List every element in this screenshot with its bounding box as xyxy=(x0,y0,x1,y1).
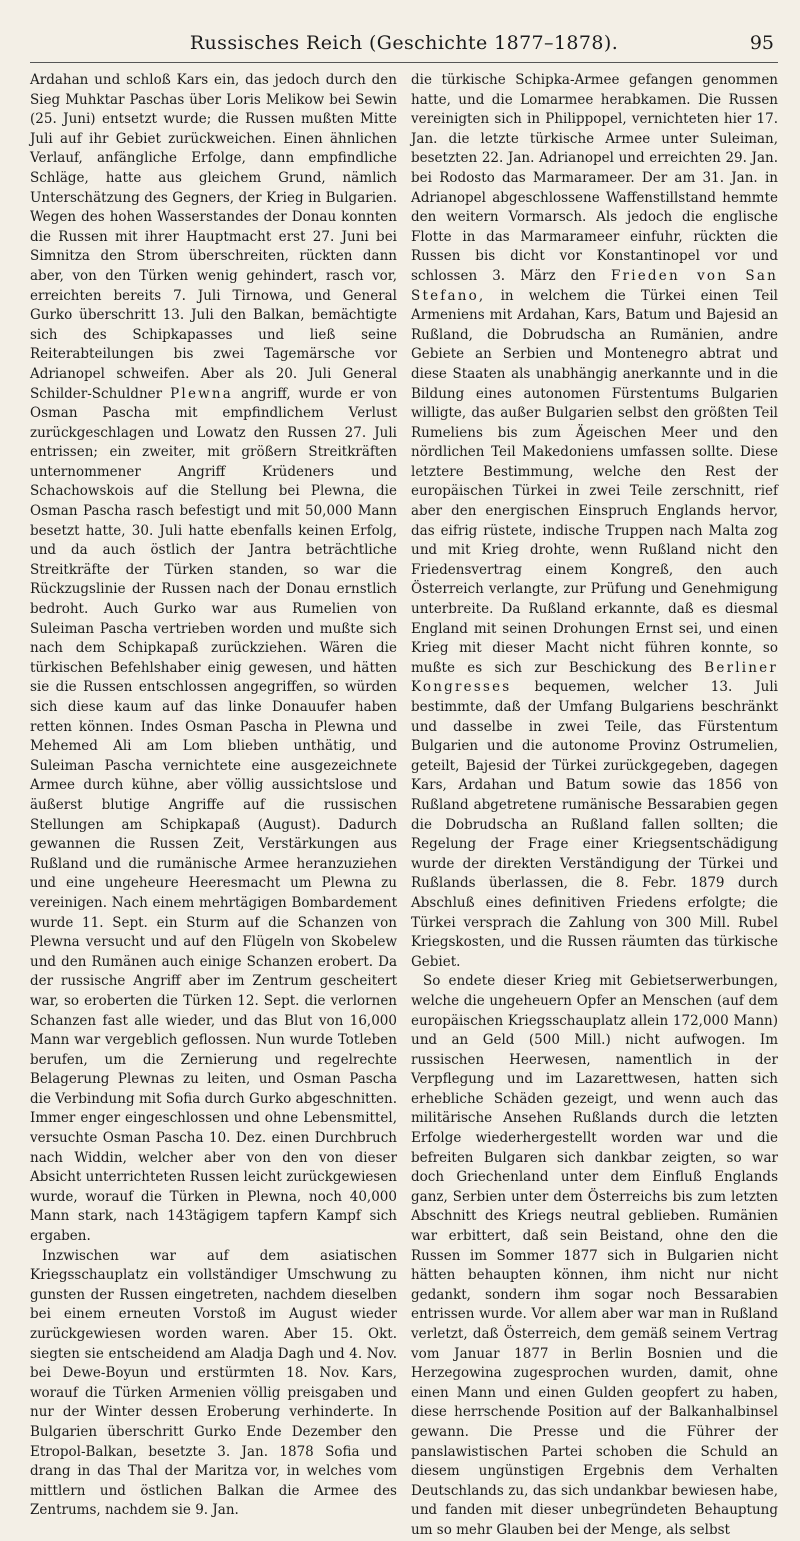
text-run: Ardahan und schloß Kars ein, das jedoch durch den Sieg Muhktar Paschas über Loris Melikow bei Sewin (25. Juni) entsetzt wurde; die Russen mußten Mitte Juli auf ihr Gebiet zurückweichen. Einen ähnlichen Verlauf, anfängliche Erfolge, dann empfindliche Schläge, hatte aus gleichem Grund, nämlich Unterschätzung des Gegners, der Krieg in Bulgarien. Wegen des hohen Wasserstandes der Donau konnten die Russen mit ihrer Hauptmacht erst 27. Juni bei Simnitza den Strom überschreiten, rückten dann aber, von den Türken wenig gehindert, rasch vor, erreichten bereits 7. Juli Tirnowa, und General Gurko überschritt 13. Juli den Balkan, bemächtigte sich des Schipkapasses und ließ seine Reiterabteilungen bis zwei Tagemärsche vor Adrianopel schweifen. Aber als 20. Juli General Schilder-Schuldner xyxy=(30,72,397,402)
right-column xyxy=(411,71,779,1538)
text-run: bequemen, welcher 13. Juli bestimmte, daß der Umfang Bulgariens beschränkt und dasselbe in zwei Teile, das Fürstentum Bulgarien und die autonome Provinz Ostrumelien, geteilt, Bajesid der Türkei zurückgegeben, dagegen Kars, Ardahan und Batum sowie das 1856 von Rußland abgetretene rumänische Bessarabien gegen die Dobrudscha an Rußland fallen sollten; die Regelung der Frage einer Kriegsentschädigung wurde der direkten Verständigung der Türkei und Rußlands überlassen, die 8. Febr. 1879 durch Abschluß eines definitiven Friedens erfolgte; die Türkei versprach die Zahlung von 300 Mill. Rubel Kriegskosten, und die Russen räumten das türkische Gebiet. xyxy=(411,679,778,970)
text-run: die türkische Schipka-Armee gefangen genommen hatte, und die Lomarmee herabkamen. Die Russen vereinigten sich in Philippopel, vernichteten hier 17. Jan. die letzte türkische Armee unter Suleiman, besetzten 22. Jan. Adrianopel und erreichten 29. Jan. bei Rodosto das Marmarameer. Der am 31. Jan. in Adrianopel abgeschlossene Waffenstillstand hemmte den weitern Vormarsch. Als jedoch die englische Flotte in das Marmarameer einfuhr, rückten die Russen bis dicht vor Konstantinopel vor und schlossen 3. März den xyxy=(411,72,778,284)
paragraph xyxy=(30,71,397,1247)
spaced-term: Frieden von San Stefano, xyxy=(411,267,778,304)
left-column xyxy=(30,71,397,1519)
text-columns xyxy=(30,71,779,1538)
paragraph xyxy=(30,1247,397,1521)
running-header xyxy=(30,28,778,63)
spaced-term: Berliner Kongresses xyxy=(411,659,779,696)
spaced-term: Plewna xyxy=(170,385,234,402)
text-run: in welchem die Türkei einen Teil Armeniens mit Ardahan, Kars, Batum und Bajesid an Rußland, die Dobrudscha an Rumänien, andre Gebiete an Serbien und Montenegro abtrat und diese Staaten als unabhängig anerkannte und in die Bildung eines autonomen Fürstentums Bulgarien willigte, das außer Bulgarien selbst den größten Teil Rumeliens bis zum Ägeischen Meer und den nördlichen Teil Makedoniens umfassen sollte. Diese letztere Bestimmung, welche den Rest der europäischen Türkei in zwei Teile zerschnitt, rief aber den energischen Einspruch Englands hervor, das eifrig rüstete, indische Truppen nach Malta zog und mit Krieg drohte, wenn Rußland nicht den Friedensvertrag einem Kongreß, den auch Österreich verlangte, zur Prüfung und Genehmigung unterbreite. Da Rußland erkannte, daß es diesmal England mit seinen Drohungen Ernst sei, und einen Krieg mit dieser Macht nicht führen konnte, so mußte es sich zur Beschickung des xyxy=(411,287,778,676)
paragraph xyxy=(411,71,778,972)
text-run: angriff, wurde er von Osman Pascha mit empfindlichem Verlust zurückgeschlagen und Lowatz den Russen 27. Juli entrissen; ein zweiter, mit größern Streitkräften unternommener Angriff Krüdeners und Schachowskois auf die Stellung bei Plewna, die Osman Pascha rasch befestigt und mit 50,000 Mann besetzt hatte, 30. Juli hatte ebenfalls keinen Erfolg, und da auch östlich der Jantra beträchtliche Streitkräfte der Türken standen, so war die Rückzugslinie der Russen nach der Donau ernstlich bedroht. Auch Gurko war aus Rumelien von Suleiman Pascha vertrieben worden und mußte sich nach dem Schipkapaß zurückziehen. Wären die türkischen Befehlshaber einig gewesen, und hätten sie die Russen entschlossen angegriffen, so würden sich diese kaum auf das linke Donauufer haben retten können. Indes Osman Pascha in Plewna und Mehemed Ali am Lom blieben unthätig, und Suleiman Pascha vernichtete eine ausgezeichnete Armee durch kühne, aber völlig aussichtslose und äußerst blutige Angriffe auf die russischen Stellungen am Schipkapaß (August). Dadurch gewannen die Russen Zeit, Verstärkungen aus Rußland und die rumänische Armee heranzuziehen und eine ungeheure Heeresmacht um Plewna zu vereinigen. Nach einem mehrtägigen Bombardement wurde 11. Sept. ein Sturm auf die Schanzen von Plewna versucht und auf den Flügeln von Skobelew und den Rumänen auch einige Schanzen erobert. Da der russische Angriff aber im Zentrum gescheitert war, so eroberten die Türken 12. Sept. die verlornen Schanzen fast alle wieder, und das Blut von 16,000 Mann war vergeblich geflossen. Nun wurde Totleben berufen, um die Zernierung und regelrechte Belagerung Plewnas zu leiten, und Osman Pascha die Verbindung mit Sofia durch Gurko abgeschnitten. Immer enger eingeschlossen und ohne Lebensmittel, versuchte Osman Pascha 10. Dez. einen Durchbruch nach Widdin, welcher aber von den von dieser Absicht unterrichteten Russen leicht zurückgewiesen wurde, worauf die Türken in Plewna, noch 40,000 Mann stark, nach 143tägigem tapfern Kampf sich ergaben. xyxy=(30,385,397,1245)
paragraph xyxy=(411,972,778,1540)
running-title: Russisches Reich (Geschichte 1877–1878). xyxy=(189,32,619,54)
text-run: So endete dieser Krieg mit Gebietserwerbungen, welche die ungeheuern Opfer an Menschen (auf dem europäischen Kriegsschauplatz allein 172,000 Mann) und an Geld (500 Mill.) nicht aufwogen. Im russischen Heerwesen, namentlich in der Verpflegung und im Lazarettwesen, hatten sich erhebliche Schäden gezeigt, und wenn auch das militärische Ansehen Rußlands durch die letzten Erfolge wiederhergestellt worden war und die befreiten Bulgaren sich dankbar zeigten, so war doch Griechenland unter dem Einfluß Englands ganz, Serbien unter dem Österreichs bis zum letzten Abschnitt des Kriegs neutral geblieben. Rumänien war erbittert, daß sein Beistand, ohne den die Russen im Sommer 1877 sich in Bulgarien nicht hätten behaupten können, ihm nicht nur nicht gedankt, sondern ihm sogar noch Bessarabien entrissen wurde. Vor allem aber war man in Rußland verletzt, daß Österreich, dem gemäß seinem Vertrag vom Januar 1877 in Berlin Bosnien und die Herzegowina zugesprochen wurden, damit, ohne einen Mann und einen Gulden geopfert zu haben, diese herrschende Position auf der Balkanhalbinsel gewann. Die Presse und die Führer der panslawistischen Partei schoben die Schuld an diesem ungünstigen Ergebnis dem Verhalten Deutschlands zu, das sich undankbar bewiesen habe, und fanden mit dieser unbegründeten Behauptung um so mehr Glauben bei der Menge, als selbst xyxy=(411,973,778,1538)
text-run: Inzwischen war auf dem asiatischen Kriegsschauplatz ein vollständiger Umschwung zu gunsten der Russen eingetreten, nachdem dieselben bei einem erneuten Vorstoß im August wieder zurückgewiesen worden waren. Aber 15. Okt. siegten sie entscheidend am Aladja Dagh und 4. Nov. bei Dewe-Boyun und erstürmten 18. Nov. Kars, worauf die Türken Armenien völlig preisgaben und nur der Winter dessen Eroberung verhinderte. In Bulgarien überschritt Gurko Ende Dezember den Etropol-Balkan, besetzte 3. Jan. 1878 Sofia und drang in das Thal der Maritza vor, in welches vom mittlern und östlichen Balkan die Armee des Zentrums, nachdem sie 9. Jan. xyxy=(30,1247,397,1519)
page-number: 95 xyxy=(749,32,774,54)
